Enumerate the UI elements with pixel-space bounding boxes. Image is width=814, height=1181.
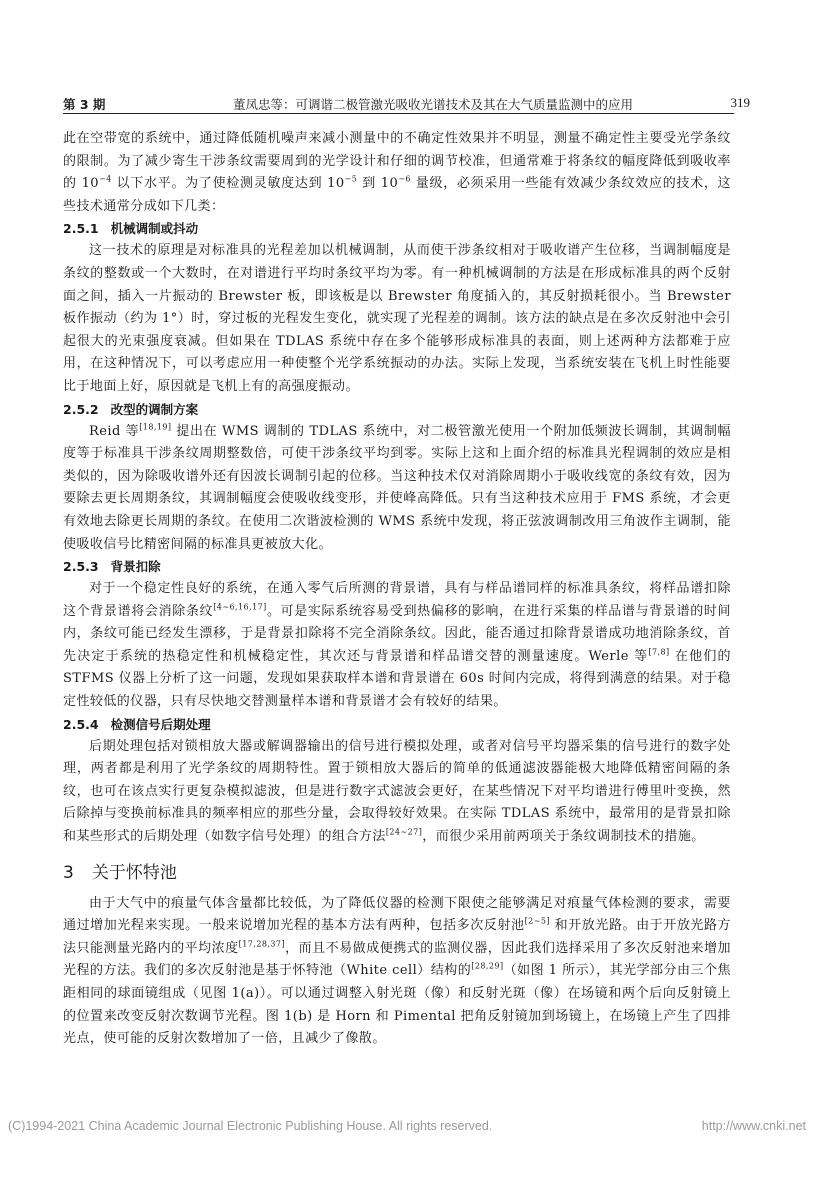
- citation: [28,29]: [471, 962, 504, 972]
- section-heading-3: 3 关于怀特池: [63, 862, 177, 883]
- article-body: [63, 128, 731, 1051]
- section-heading-2-5-3: 2.5.3 背景扣除: [63, 559, 161, 575]
- issue-number: 第 3 期: [63, 97, 106, 112]
- citation: [18,19]: [139, 422, 172, 432]
- section-heading-2-5-4: 2.5.4 检测信号后期处理: [63, 716, 211, 732]
- section-heading-2-5-1: 2.5.1 机械调制或抖动: [63, 221, 199, 237]
- section-2-5-2-paragraph: Reid 等[18,19] 提出在 WMS 调制的 TDLAS 系统中，对二极管激光使用一个附加低频波长调制，其调制幅度等于标准具干涉条纹周期整数倍，可使干涉条纹平均到零。实际上这和上面介绍的标准具光程调制的效应是相类似的，因为除吸收谱外还有因波长调制引起的位移。当这种技术仅对消除周期小于吸收线宽的条纹有效，因为要除去更长周期条纹，其调制幅度会使吸收线变形，并使峰高降低。只有当这种技术应用于 FMS 系统，才会更有效地去除更长周期的条纹。在使用二次谐波检测的 WMS 系统中发现，将正弦波调制改用三角波作主调制，能使吸收信号比精密间隔的标准具更被放大化。: [63, 422, 731, 552]
- intro-paragraph: 此在空带宽的系统中，通过降低随机噪声来减小测量中的不确定性效果并不明显，测量不确定性主要受光学条纹的限制。为了减少寄生干涉条纹需要周到的光学设计和仔细的调节校准，但通常难于将条纹的幅度降低到吸收率的 $10^{-4}$ 以下水平。为了使检测灵敏度达到 $10^{-5}$ 到 $10^{-6}$ 量级，必须采用一些能有效减少条纹效应的技术，这些技术通常分成如下几类：: [63, 131, 732, 214]
- citation: [24~27]: [385, 827, 423, 837]
- copyright-footer: [8, 1119, 806, 1135]
- section-3-paragraph: 由于大气中的痕量气体含量都比较低，为了降低仪器的检测下限使之能够满足对痕量气体检测的要求，需要通过增加光程来实现。一般来说增加光程的基本方法有两种，包括多次反射池[2~5] 和开放光路。由于开放光路方法只能测量光路内的平均浓度[17,28,37]，而且不易做成便携式的监测仪器，因此我们选择采用了多次反射池来增加光程的方法。我们的多次反射池是基于怀特池（White cell）结构的[28,29]（如图 1 所示），其光学部分由三个焦距相同的球面镜组成（见图 1(a)）。可以通过调整入射光斑（像）和反射光斑（像）在场镜和两个后向反射镜上的位置来改变反射次数调节光程。图 1(b) 是 Horn 和 Pimental 把角反射镜加到场镜上，在场镜上产生了四排光点，使可能的反射次数增加了一倍，且减少了像散。: [63, 895, 731, 1047]
- running-title: 董凤忠等：可调谐二极管激光吸收光谱技术及其在大气质量监测中的应用: [233, 97, 634, 112]
- citation: [2~5]: [524, 916, 550, 926]
- running-header: [63, 93, 750, 114]
- page-number: 319: [730, 95, 750, 110]
- citation: [7,8]: [648, 647, 670, 657]
- copyright-notice: (C)1994-2021 China Academic Journal Electronic Publishing House. All rights reserved.: [8, 1119, 493, 1133]
- section-2-5-4-paragraph: 后期处理包括对锁相放大器或解调器输出的信号进行模拟处理，或者对信号平均器采集的信号进行的数字处理，两者都是利用了光学条纹的周期特性。置于锁相放大器后的简单的低通滤波器能极大地降低精密间隔的条纹，也可在该点实行更复杂模拟滤波，但是进行数字式滤波会更好，在某些情况下对平均谱进行傅里叶变换，然后除掉与变换前标准具的频率相应的那些分量，会取得较好效果。在实际 TDLAS 系统中，最常用的是背景扣除和某些形式的后期处理（如数字信号处理）的组合方法[24~27]，而很少采用前两项关于条纹调制技术的措施。: [63, 738, 731, 845]
- source-url: http://www.cnki.net: [701, 1119, 806, 1133]
- section-2-5-3-paragraph: 对于一个稳定性良好的系统，在通入零气后所测的背景谱，具有与样品谱同样的标准具条纹，将样品谱扣除这个背景谱将会消除条纹[4~6,16,17]。可是实际系统容易受到热偏移的影响，在进行采集的样品谱与背景谱的时间内，条纹可能已经发生漂移，于是背景扣除将不完全消除条纹。因此，能否通过扣除背景谱成功地消除条纹，首先决定于系统的热稳定性和机械稳定性，其次还与背景谱和样品谱交替的测量速度。Werle 等[7,8] 在他们的 STFMS 仪器上分析了这一问题，发现如果获取样本谱和背景谱在 60s 时间内完成，将得到满意的结果。对于稳定性较低的仪器，只有尽快地交替测量样本谱和背景谱才会有较好的结果。: [63, 581, 731, 710]
- citation: [4~6,16,17]: [213, 602, 267, 612]
- citation: [17,28,37]: [238, 939, 286, 949]
- section-heading-2-5-2: 2.5.2 改型的调制方案: [63, 401, 199, 417]
- section-2-5-1-paragraph: 这一技术的原理是对标准具的光程差加以机械调制，从而使干涉条纹相对于吸收谱产生位移，当调制幅度是条纹的整数或一个大数时，在对谱进行平均时条纹平均为零。有一种机械调制的方法是在形成标准具的两个反射面之间，插入一片振动的 Brewster 板，即该板是以 Brewster 角度插入的，其反射损耗很小。当 Brewster 板作振动（约为 1°）时，穿过板的光程发生变化，就实现了光程差的调制。该方法的缺点是在多次反射池中会引起很大的光束强度衰减。但如果在 TDLAS 系统中存在多个能够形成标准具的表面，则上述两种方法都难于应用，在这种情况下，可以考虑应用一种使整个光学系统振动的办法。实际上发现，当系统安装在飞机上时性能要比于地面上好，原因就是飞机上有的高强度振动。: [63, 243, 731, 394]
